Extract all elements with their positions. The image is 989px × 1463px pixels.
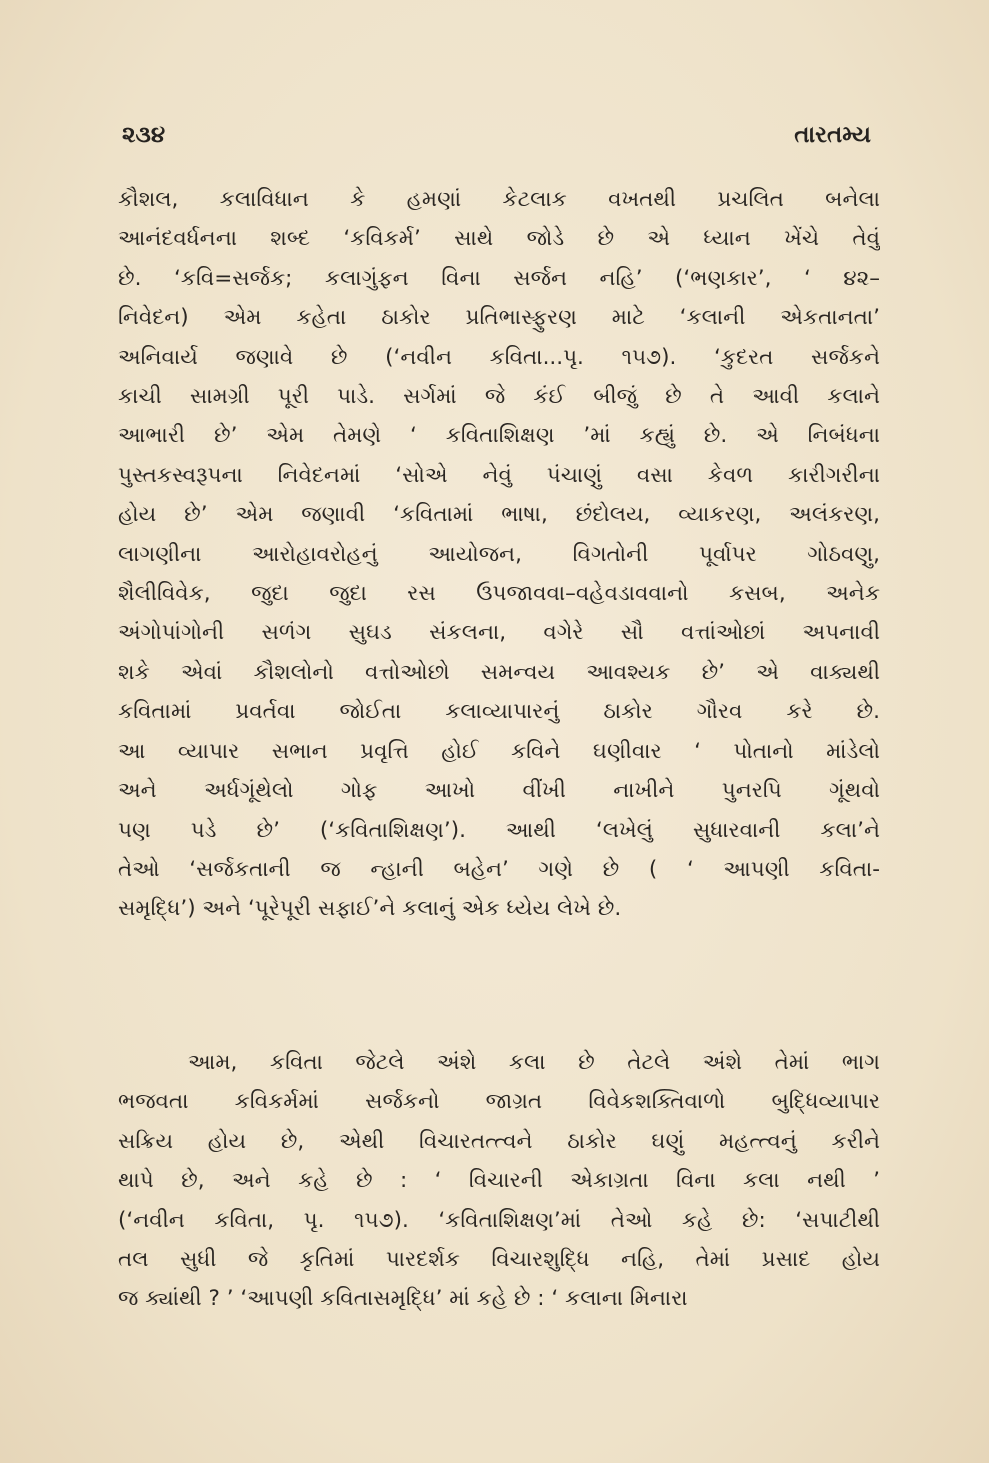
- text-line: તેઓ ‘સર્જકતાની જ ન્હાની બહેન’ ગણે છે ( ‘ આપણી કવિતા-: [118, 856, 880, 882]
- text-line: અનિવાર્ય જણાવે છે (‘નવીન કવિતા...પૃ. ૧૫૭). ‘કુદરત સર્જકને: [118, 344, 880, 370]
- text-line: આ વ્યાપાર સભાન પ્રવૃત્તિ હોઈ કવિને ઘણીવાર ‘ પોતાનો માંડેલો: [118, 738, 880, 764]
- text-line: જ ક્યાંથી ? ’ ‘આપણી કવિતાસમૃદ્ધિ’ માં કહે છે : ‘ કલાના મિનારા: [118, 1286, 688, 1312]
- text-line: ભજવતા કવિકર્મમાં સર્જકનો જાગ્રત વિવેકશક્તિવાળો બુદ્ધિવ્યાપાર: [118, 1089, 880, 1115]
- text-line: થાપે છે, અને કહે છે : ‘ વિચારની એકાગ્રતા વિના કલા નથી ’: [118, 1168, 880, 1194]
- text-line: છે. ‘કવિ=સર્જક; કલાગુંફન વિના સર્જન નહિ’ (‘ભણકાર’, ‘ ૪૨–: [118, 265, 880, 291]
- text-line: શૈલીવિવેક, જુદા જુદા રસ ઉપજાવવા–વહેવડાવવાનો કસબ, અનેક: [118, 581, 880, 607]
- text-line: નિવેદન) એમ કહેતા ઠાકોર પ્રતિભાસ્ફુરણ માટે ‘કલાની એકતાનતા’: [118, 305, 880, 331]
- text-line: આનંદવર્ધનના શબ્દ ‘કવિકર્મ’ સાથે જોડે છે એ ધ્યાન ખેંચે તેવું: [118, 226, 880, 252]
- text-line: પણ પડે છે’ (‘કવિતાશિક્ષણ’). આથી ‘લખેલું સુધારવાની કલા’ને: [118, 817, 880, 843]
- text-line: કૌશલ, કલાવિધાન કે હમણાં કેટલાક વખતથી પ્રચલિત બનેલા: [118, 187, 880, 212]
- text-line: સક્રિય હોય છે, એથી વિચારતત્ત્વને ઠાકોર ઘણું મહત્ત્વનું કરીને: [118, 1128, 880, 1154]
- text-line: આભારી છે’ એમ તેમણે ‘ કવિતાશિક્ષણ ’માં કહ્યું છે. એ નિબંધના: [118, 423, 880, 449]
- text-line: લાગણીના આરોહાવરોહનું આયોજન, વિગતોની પૂર્વાપર ગોઠવણુ,: [118, 541, 880, 567]
- text-line: હોય છે’ એમ જણાવી ‘કવિતામાં ભાષા, છંદોલય, વ્યાકરણ, અલંકરણ,: [118, 502, 880, 528]
- text-line: પુસ્તકસ્વરૂપના નિવેદનમાં ‘સોએ નેવું પંચાણું વસા કેવળ કારીગરીના: [118, 462, 880, 488]
- running-title: તારતમ્ય: [794, 122, 871, 148]
- page-header: [122, 122, 871, 148]
- text-line: આમ, કવિતા જેટલે અંશે કલા છે તેટલે અંશે તેમાં ભાગ: [188, 1050, 880, 1075]
- text-line: શકે એવાં કૌશલોનો વત્તોઓછો સમન્વય આવશ્યક છે’ એ વાક્યથી: [118, 659, 880, 685]
- text-line: અંગોપાંગોની સળંગ સુઘડ સંકલના, વગેરે સૌ વત્તાંઓછાં અપનાવી: [118, 620, 880, 646]
- text-line: તલ સુધી જે કૃતિમાં પારદર્શક વિચારશુદ્ધિ નહિ, તેમાં પ્રસાદ હોય: [118, 1247, 880, 1273]
- text-line: અને અર્ધગૂંથેલો ગોફ આખો વીંખી નાખીને પુનરપિ ગૂંથવો: [118, 778, 880, 804]
- text-line: (‘નવીન કવિતા, પૃ. ૧૫૭). ‘કવિતાશિક્ષણ’માં તેઓ કહે છે: ‘સપાટીથી: [118, 1207, 880, 1233]
- text-line: કાચી સામગ્રી પૂરી પાડે. સર્ગમાં જે કંઈ બીજું છે તે આવી કલાને: [118, 384, 880, 410]
- paragraph-2: [118, 1043, 880, 1319]
- text-line: સમૃદ્ધિ’) અને ‘પૂરેપૂરી સફાઈ’ને કલાનું એક ધ્યેય લેખે છે.: [118, 896, 622, 922]
- paragraph-1: [118, 180, 880, 929]
- page-number: ૨૩૪: [122, 122, 166, 148]
- text-line: કવિતામાં પ્રવર્તવા જોઈતા કલાવ્યાપારનું ઠાકોર ગૌરવ કરે છે.: [118, 699, 880, 725]
